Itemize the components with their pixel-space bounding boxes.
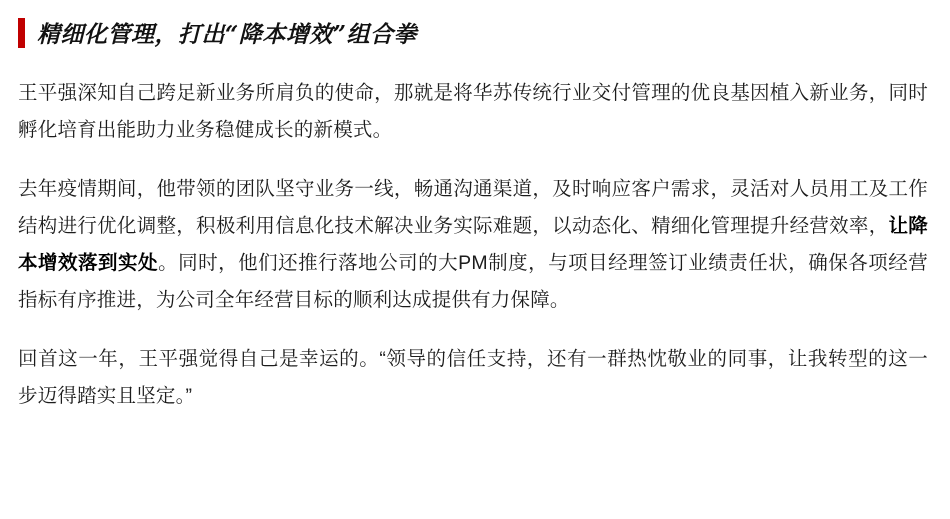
emphasized-text: 让降本增效落到实处 <box>18 215 928 274</box>
section-heading <box>18 16 928 49</box>
text-run: 去年疫情期间，他带领的团队坚守业务一线，畅通沟通渠道，及时响应客户需求，灵活对人员用工及工作结构进行优化调整，积极利用信息化技术解决业务实际难题，以动态化、精细化管理提升经营效率， <box>18 178 928 237</box>
text-run: 王平强深知自己跨足新业务所肩负的使命，那就是将华苏传统行业交付管理的优良基因植入新业务，同时孵化培育出能助力业务稳健成长的新模式。 <box>18 82 928 141</box>
heading-title: 精细化管理，打出“降本增效”组合拳 <box>37 21 417 48</box>
body-paragraph-2 <box>18 171 928 319</box>
text-run: 。同时，他们还推行落地公司的大PM制度，与项目经理签订业绩责任状，确保各项经营指标有序推进，为公司全年经营目标的顺利达成提供有力保障。 <box>18 252 928 311</box>
heading-accent-bar <box>18 18 25 48</box>
body-paragraph-1 <box>18 75 928 149</box>
body-paragraph-3 <box>18 341 928 415</box>
text-run: 回首这一年，王平强觉得自己是幸运的。“领导的信任支持，还有一群热忱敬业的同事，让我转型的这一步迈得踏实且坚定。” <box>18 348 928 407</box>
